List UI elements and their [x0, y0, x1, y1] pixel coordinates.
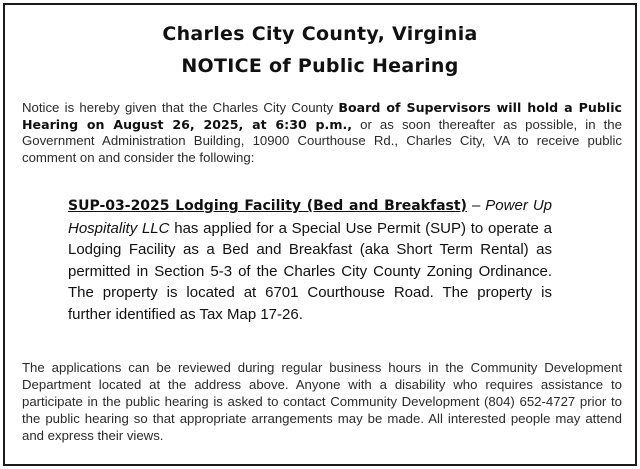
hearing-date-emphasis: Board of Supervisors will hold a Public Hearing on August 26, 2025, at 6:30 p.m., [22, 100, 622, 132]
intro-paragraph [22, 100, 622, 166]
case-applicant: Power Up Hospitality LLC [68, 197, 552, 237]
intro-text-after: or as soon thereafter as possible, in the Government Administration Building, 10900 Courthouse Rd., Charles City, VA to receive public comment on and consider the following: [22, 116, 622, 165]
case-title: SUP-03-2025 Lodging Facility (Bed and Breakfast) [68, 198, 467, 214]
case-separator: – [466, 197, 486, 214]
intro-text-before: Notice is hereby given that the Charles City County [22, 100, 339, 115]
public-notice [3, 3, 637, 466]
case-description: has applied for a Special Use Permit (SUP) to operate a Lodging Facility as a Bed and Breakfast (aka Short Term Rental) as permitted in Section 5-3 of the Charles City County Zoning Ordinance. The property is located at 6701 Courthouse Road. The property is further identified as Tax Map 17-26. [68, 219, 552, 323]
county-title: Charles City County, Virginia [162, 23, 478, 45]
case-paragraph [68, 195, 552, 326]
closing-paragraph: The applications can be reviewed during regular business hours in the Community Development Department located at the address above. Anyone with a disability who requires assistance to participate in the public hearing is asked to contact Community Development (804) 652-4727 prior to the public hearing so that appropriate arrangements may be made. All interested people may attend and express their views. [22, 360, 622, 443]
notice-title: NOTICE of Public Hearing [181, 55, 459, 77]
